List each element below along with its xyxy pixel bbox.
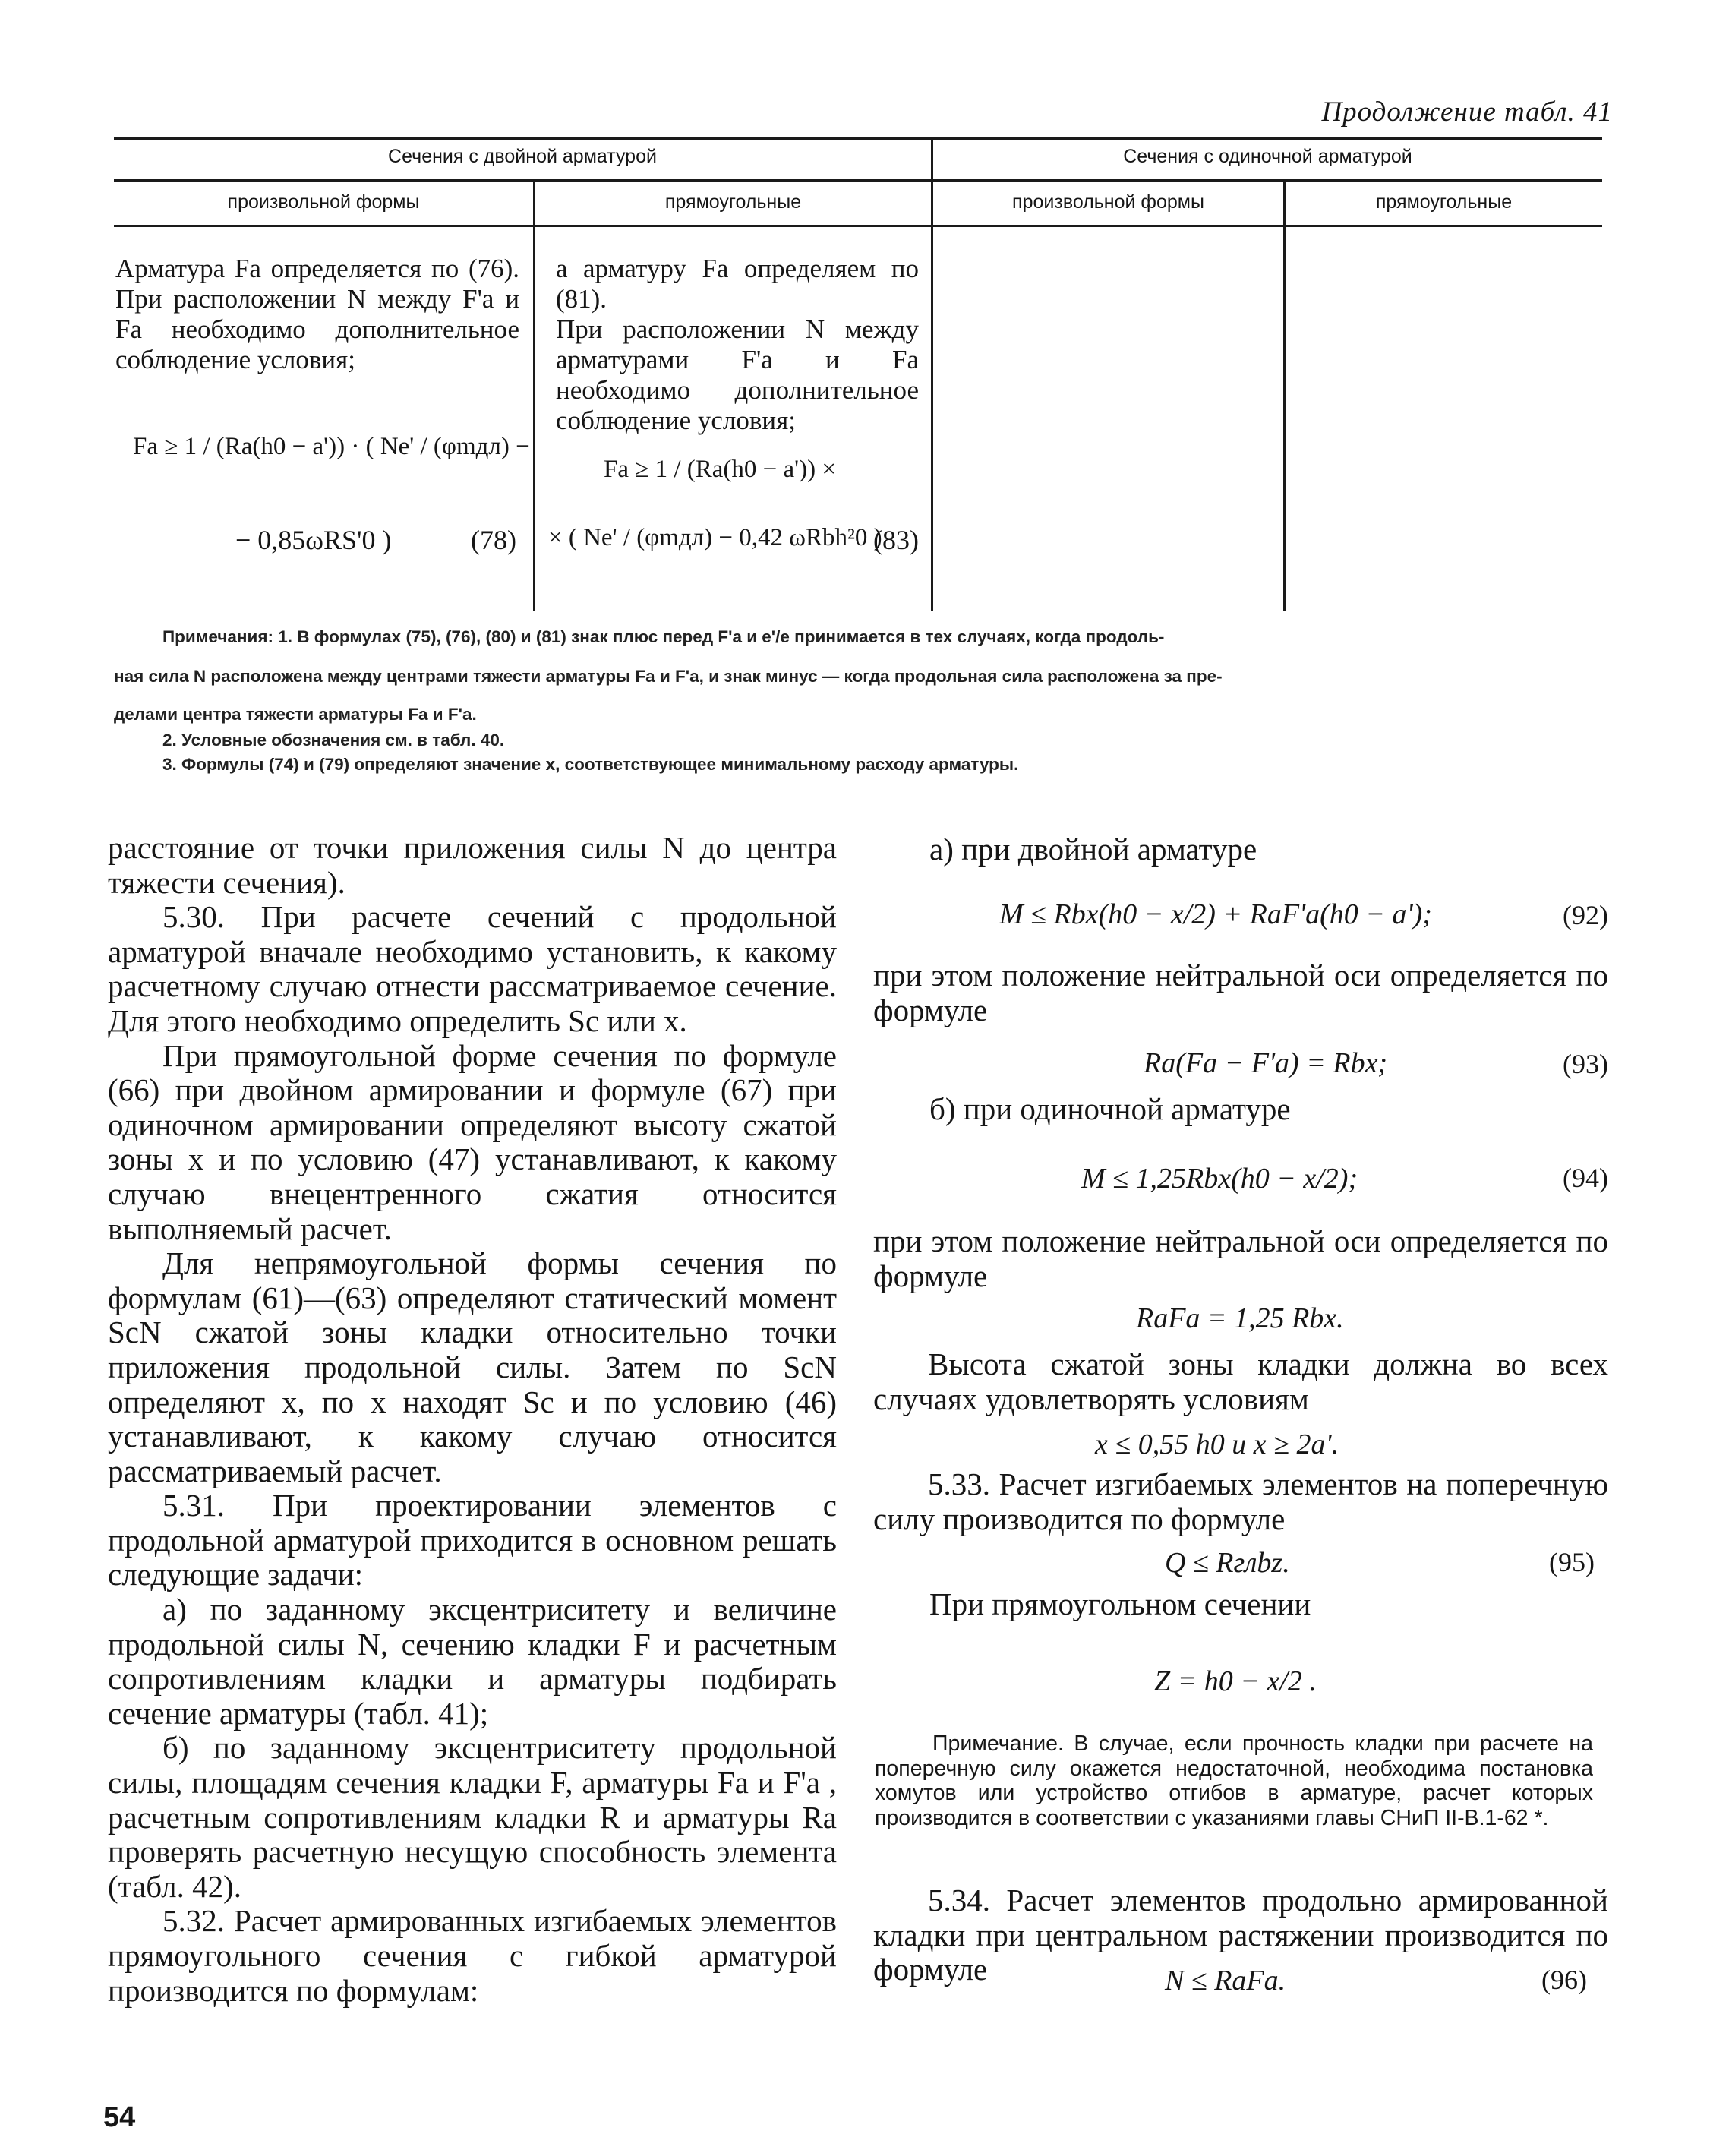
text-neutral-axis-1 [873,958,1608,1027]
table-divider-right [1283,182,1286,611]
equation-z: Z = h0 − x/2 . [1154,1665,1317,1697]
table-header-rule [114,179,1602,182]
table-divider-left [533,182,535,611]
equation-94-number: (94) [1563,1163,1608,1193]
subheader-arbitrary-single: произвольной формы [1012,191,1204,213]
para-5-30: 5.30. При расчете сечений с продольной арматурой вначале необходимо установить, к какому расчетному случаю отнести рассматриваемое сечение. Для этого необходимо определить Sc или x. [108,899,837,1038]
para-5-33-body: 5.33. Расчет изгибаемых элементов на поперечную силу производится по формуле [873,1466,1608,1536]
cell-arbitrary-double-text: Арматура Fa определяется по (76). При расположении N между F'a и Fa необходимо дополнительное соблюдение условия; [115,254,519,374]
subheader-rect-double: прямоугольные [664,191,802,213]
formula-78-number: (78) [471,525,516,555]
para-rect-form: При прямоугольной форме сечения по формуле (66) при двойном армировании и формуле (67) при одиночном армировании определяют высоту сжатой зоны x и по условию (47) устанавливают, к какому случаю внецентренного сжатия относится выполняемый расчет. [108,1037,837,1246]
cell-rect-double-text-1: а арматуру Fa определяем по (81). [556,254,919,314]
para-task-b: б) по заданному эксцентриситету продольной силы, площадям сечения кладки F, арматуры Fa и F'a , расчетным сопротивлениям кладки R и арматуры Ra проверять расчетную несущую способность элемента (табл. 42). [108,1730,837,1904]
equation-95-number: (95) [1549,1547,1595,1577]
table-subheader-rule [114,225,1602,227]
label-single: б) при одиночной арматуре [929,1091,1291,1126]
text-compressed-zone-body: Высота сжатой зоны кладки должна во всех случаях удовлетворять условиям [873,1346,1608,1416]
subheader-arbitrary-double: произвольной формы [227,191,420,213]
formula-83-number: (83) [873,525,919,555]
formula-78-part2: − 0,85ωRS'0 ) [235,525,392,555]
equation-93-number: (93) [1563,1049,1608,1079]
subheader-rect-single: прямоугольные [1375,191,1513,213]
header-double-reinforcement: Сечения с двойной арматурой [388,146,657,167]
para-5-31: 5.31. При проектировании элементов с продольной арматурой приходится в основном решать следующие задачи: [108,1488,837,1593]
equation-conditions: x ≤ 0,55 h0 и x ≥ 2a'. [1095,1428,1339,1460]
para-nonrect-form: Для непрямоугольной формы сечения по формулам (61)—(63) определяют статический момент ScN сжатой зоны кладки относительно точки приложения продольной силы. Затем по ScN определяют x, по x находят Sc и по условию (46) устанавливают, к какому случаю относится рассматриваемый расчет. [108,1245,837,1488]
formula-78-part1: Fa ≥ 1 / (Ra(h0 − a')) · ( Ne' / (φmдл) − [133,433,530,460]
para-5-34-body: 5.34. Расчет элементов продольно армированной кладки при центральном растяжении производится по формуле [873,1883,1608,1987]
para-task-a: а) по заданному эксцентриситету и величине продольной силы N, сечению кладки F и расчетным сопротивлениям кладки и арматуры подбирать сечение арматуры (табл. 41); [108,1592,837,1731]
text-neutral-axis-2-body: при этом положение нейтральной оси определяется по формуле [873,1223,1608,1293]
equation-95: Q ≤ Rглbz. [1165,1547,1290,1579]
note-line-1: Примечания: 1. В формулах (75), (76), (80) и (81) знак плюс перед F'a и e'/e принимается в тех случаях, когда продоль- [162,627,1165,646]
left-column [108,831,837,2008]
section-note: Примечание. В случае, если прочность кладки при расчете на поперечную силу окажется недостаточной, необходима постановка хомутов или устройство отгибов в арматуре, расчет которых производится в соответствии с указаниями главы СНиП II-В.1-62 *. [875,1731,1593,1830]
note-line-3: делами центра тяжести арматуры Fa и F'a. [114,705,477,724]
equation-92: M ≤ Rbx(h0 − x/2) + RaF'a(h0 − a'); [999,898,1432,930]
text-rect-section: При прямоугольном сечении [929,1586,1311,1621]
header-single-reinforcement: Сечения с одиночной арматурой [1123,146,1412,167]
para-5-33 [873,1467,1608,1536]
cell-rect-double-text-2: При расположении N между арматурами F'a и Fa необходимо дополнительное соблюдение условия; [556,314,919,435]
cell-rect-double-text [556,254,919,436]
equation-92-number: (92) [1563,900,1608,930]
formula-83-part1: Fa ≥ 1 / (Ra(h0 − a')) × [604,456,836,483]
table-top-rule [114,137,1602,140]
equation-94: M ≤ 1,25Rbx(h0 − x/2); [1081,1163,1358,1195]
note-line-2: ная сила N расположена между центрами тяжести арматуры Fa и F'a, и знак минус — когда продольная сила расположена за пре- [114,667,1223,686]
equation-96: N ≤ RaFa. [1165,1965,1286,1997]
formula-83-part2: × ( Ne' / (φmдл) − 0,42 ωRbh²0 ) [548,524,882,551]
note-line-4: 2. Условные обозначения см. в табл. 40. [162,731,505,750]
text-neutral-axis-2 [873,1224,1608,1293]
note-line-5: 3. Формулы (74) и (79) определяют значение x, соответствующее минимальному расходу арматуры. [162,755,1019,774]
text-neutral-axis-1-body: при этом положение нейтральной оси определяется по формуле [873,958,1608,1027]
page-number: 54 [103,2101,136,2133]
para-continuation: расстояние от точки приложения силы N до центра тяжести сечения). [108,830,837,900]
text-compressed-zone [873,1347,1608,1416]
label-double: а) при двойной арматуре [929,832,1257,867]
equation-93: Ra(Fa − F'a) = Rbx; [1144,1047,1388,1079]
table-continuation-label: Продолжение табл. 41 [1321,96,1613,128]
equation-ra-fa: RaFa = 1,25 Rbx. [1136,1302,1344,1334]
equation-96-number: (96) [1541,1965,1587,1995]
para-5-32: 5.32. Расчет армированных изгибаемых элементов прямоугольного сечения с гибкой арматурой производится по формулам: [108,1903,837,2008]
